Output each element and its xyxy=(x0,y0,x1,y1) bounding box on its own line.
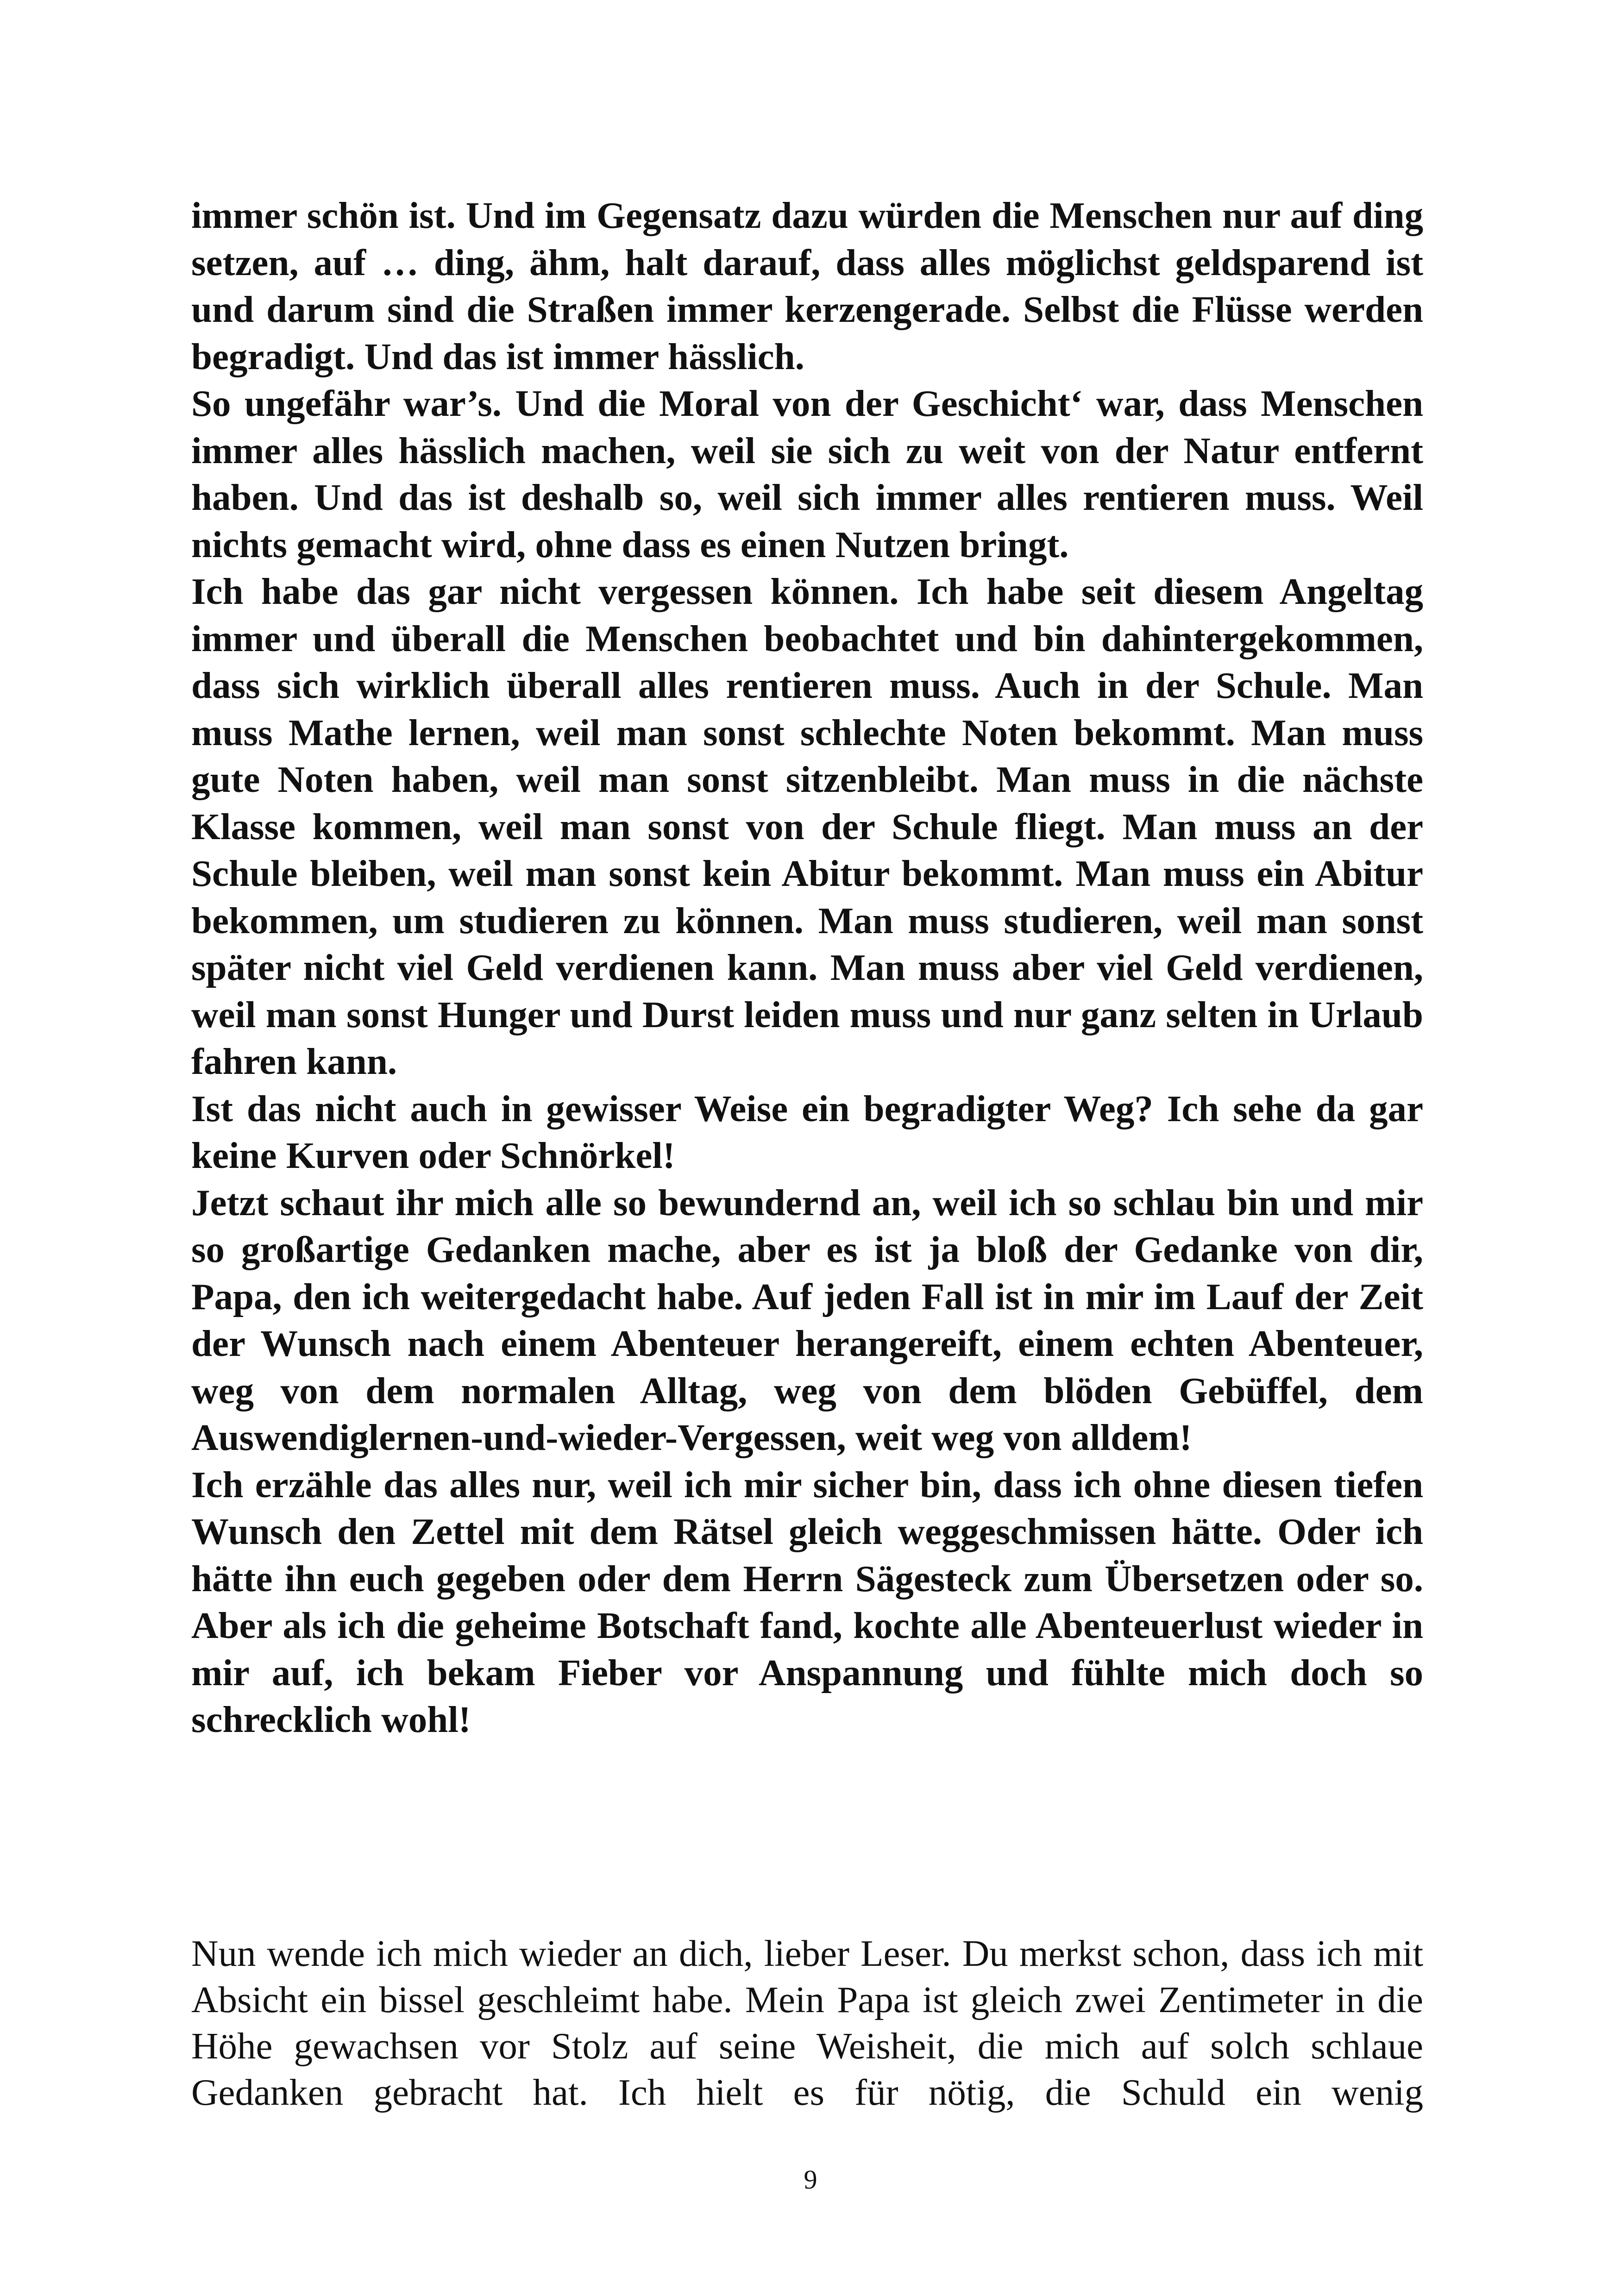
paragraph: So ungefähr war’s. Und die Moral von der Geschicht‘ war, dass Menschen immer alles hässlich machen, weil sie sich zu weit von der Natur entfernt haben. Und das ist deshalb so, weil sich immer alles rentieren muss. Weil nichts gemacht wird, ohne dass es einen Nutzen bringt. xyxy=(191,383,1423,565)
paragraph: Ist das nicht auch in gewisser Weise ein begradigter Weg? Ich sehe da gar keine Kurven oder Schnörkel! xyxy=(191,1087,1423,1176)
paragraph: Ich erzähle das alles nur, weil ich mir sicher bin, dass ich ohne diesen tiefen Wunsch den Zettel mit dem Rätsel gleich weggeschmissen hätte. Oder ich hätte ihn euch gegeben oder dem Herrn Sägesteck zum Übersetzen oder so. Aber als ich die geheime Botschaft fand, kochte alle Abenteuerlust wieder in mir auf, ich bekam Fieber vor Anspannung und fühlte mich doch so schrecklich wohl! xyxy=(191,1463,1423,1740)
narration-section xyxy=(191,1930,1423,2115)
paragraph: immer schön ist. Und im Gegensatz dazu würden die Menschen nur auf ding setzen, auf … ding, ähm, halt darauf, dass alles möglichst geldsparend ist und darum sind die Straßen immer kerzengerade. Selbst die Flüsse werden begradigt. Und das ist immer hässlich. xyxy=(191,194,1423,377)
paragraph: Jetzt schaut ihr mich alle so bewundernd an, weil ich so schlau bin und mir so großartige Gedanken mache, aber es ist ja bloß der Gedanke von dir, Papa, den ich weitergedacht habe. Auf jeden Fall ist in mir im Lauf der Zeit der Wunsch nach einem Abenteuer herangereift, einem echten Abenteuer, weg von dem normalen Alltag, weg von dem blöden Gebüffel, dem Auswendiglernen-und-wieder-Vergessen, weit weg von alldem! xyxy=(191,1181,1423,1458)
page-number: 9 xyxy=(804,2164,817,2195)
paragraph: Ich habe das gar nicht vergessen können. Ich habe seit diesem Angeltag immer und überall die Menschen beobachtet und bin dahintergekommen, dass sich wirklich überall alles rentieren muss. Auch in der Schule. Man muss Mathe lernen, weil man sonst schlechte Noten bekommt. Man muss gute Noten haben, weil man sonst sitzenbleibt. Man muss in die nächste Klasse kommen, weil man sonst von der Schule fliegt. Man muss an der Schule bleiben, weil man sonst kein Abitur bekommt. Man muss ein Abitur bekommen, um studieren zu können. Man muss studieren, weil man sonst später nicht viel Geld verdienen kann. Man muss aber viel Geld verdienen, weil man sonst Hunger und Durst leiden muss und nur ganz selten in Urlaub fahren kann. xyxy=(191,571,1423,1082)
bold-dialogue-section xyxy=(191,192,1423,1744)
paragraph: Nun wende ich mich wieder an dich, lieber Leser. Du merkst schon, dass ich mit Absicht ein bissel geschleimt habe. Mein Papa ist gleich zwei Zentimeter in die Höhe gewachsen vor Stolz auf seine Weisheit, die mich auf solch schlaue Gedanken gebracht hat. Ich hielt es für nötig, die Schuld ein wenig xyxy=(191,1932,1423,2113)
